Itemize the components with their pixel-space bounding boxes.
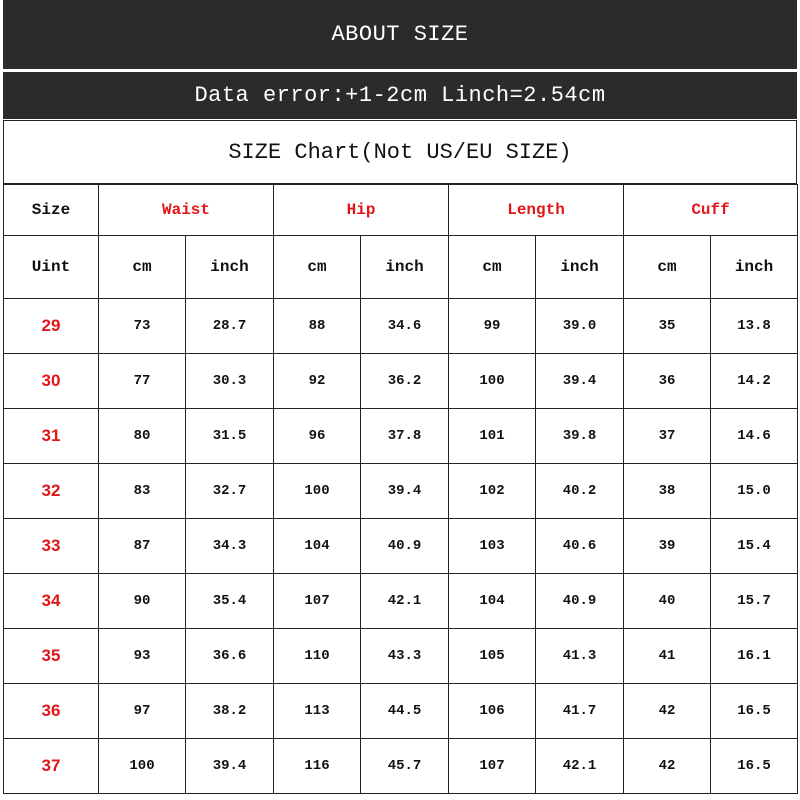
measurement-cell: 14.2 (711, 354, 798, 409)
measurement-cell: 42 (624, 684, 711, 739)
unit-cell: inch (536, 236, 624, 299)
table-row (4, 574, 798, 629)
measurement-cell: 32.7 (186, 464, 274, 519)
unit-cell: cm (274, 236, 361, 299)
table-row (4, 354, 798, 409)
table-row (4, 629, 798, 684)
measurement-cell: 31.5 (186, 409, 274, 464)
measurement-cell: 88 (274, 299, 361, 354)
measurement-cell: 15.0 (711, 464, 798, 519)
table-row (4, 299, 798, 354)
measurement-cell: 39 (624, 519, 711, 574)
measurement-cell: 39.4 (186, 739, 274, 794)
unit-header: Uint (4, 236, 99, 299)
measurement-cell: 43.3 (361, 629, 449, 684)
group-header-cuff: Cuff (624, 185, 798, 236)
size-value: 35 (4, 629, 99, 684)
table-row (4, 684, 798, 739)
group-header-row (4, 185, 798, 236)
measurement-cell: 103 (449, 519, 536, 574)
measurement-cell: 37.8 (361, 409, 449, 464)
measurement-cell: 100 (99, 739, 186, 794)
measurement-cell: 40.2 (536, 464, 624, 519)
measurement-cell: 42 (624, 739, 711, 794)
measurement-cell: 107 (274, 574, 361, 629)
measurement-cell: 107 (449, 739, 536, 794)
measurement-cell: 35 (624, 299, 711, 354)
size-value: 37 (4, 739, 99, 794)
measurement-cell: 83 (99, 464, 186, 519)
measurement-cell: 90 (99, 574, 186, 629)
measurement-cell: 40.9 (361, 519, 449, 574)
measurement-cell: 13.8 (711, 299, 798, 354)
measurement-cell: 14.6 (711, 409, 798, 464)
measurement-cell: 110 (274, 629, 361, 684)
measurement-cell: 41 (624, 629, 711, 684)
measurement-cell: 102 (449, 464, 536, 519)
data-error-note: Data error:+1-2cm Linch=2.54cm (3, 72, 797, 119)
unit-cell: inch (186, 236, 274, 299)
measurement-cell: 39.8 (536, 409, 624, 464)
group-header-waist: Waist (99, 185, 274, 236)
measurement-cell: 34.3 (186, 519, 274, 574)
measurement-cell: 45.7 (361, 739, 449, 794)
unit-cell: cm (624, 236, 711, 299)
measurement-cell: 40 (624, 574, 711, 629)
measurement-cell: 93 (99, 629, 186, 684)
measurement-cell: 39.4 (536, 354, 624, 409)
size-value: 36 (4, 684, 99, 739)
measurement-cell: 100 (274, 464, 361, 519)
size-value: 32 (4, 464, 99, 519)
measurement-cell: 35.4 (186, 574, 274, 629)
measurement-cell: 87 (99, 519, 186, 574)
measurement-cell: 16.5 (711, 739, 798, 794)
measurement-cell: 100 (449, 354, 536, 409)
measurement-cell: 42.1 (536, 739, 624, 794)
measurement-cell: 36.2 (361, 354, 449, 409)
measurement-cell: 40.9 (536, 574, 624, 629)
measurement-cell: 16.5 (711, 684, 798, 739)
size-value: 30 (4, 354, 99, 409)
measurement-cell: 40.6 (536, 519, 624, 574)
measurement-cell: 39.4 (361, 464, 449, 519)
measurement-cell: 104 (274, 519, 361, 574)
measurement-cell: 106 (449, 684, 536, 739)
measurement-cell: 113 (274, 684, 361, 739)
table-row (4, 464, 798, 519)
unit-cell: inch (361, 236, 449, 299)
measurement-cell: 37 (624, 409, 711, 464)
unit-cell: cm (449, 236, 536, 299)
page-title: ABOUT SIZE (3, 0, 797, 71)
group-header-hip: Hip (274, 185, 449, 236)
measurement-cell: 97 (99, 684, 186, 739)
table-row (4, 409, 798, 464)
measurement-cell: 15.4 (711, 519, 798, 574)
measurement-cell: 16.1 (711, 629, 798, 684)
measurement-cell: 38 (624, 464, 711, 519)
size-header: Size (4, 185, 99, 236)
measurement-cell: 104 (449, 574, 536, 629)
measurement-cell: 73 (99, 299, 186, 354)
measurement-cell: 105 (449, 629, 536, 684)
chart-title: SIZE Chart(Not US/EU SIZE) (3, 120, 797, 184)
size-value: 29 (4, 299, 99, 354)
measurement-cell: 42.1 (361, 574, 449, 629)
size-value: 34 (4, 574, 99, 629)
unit-cell: inch (711, 236, 798, 299)
measurement-cell: 101 (449, 409, 536, 464)
measurement-cell: 80 (99, 409, 186, 464)
group-header-length: Length (449, 185, 624, 236)
size-value: 31 (4, 409, 99, 464)
measurement-cell: 28.7 (186, 299, 274, 354)
unit-header-row (4, 236, 798, 299)
measurement-cell: 36.6 (186, 629, 274, 684)
measurement-cell: 116 (274, 739, 361, 794)
measurement-cell: 34.6 (361, 299, 449, 354)
unit-cell: cm (99, 236, 186, 299)
size-value: 33 (4, 519, 99, 574)
measurement-cell: 38.2 (186, 684, 274, 739)
measurement-cell: 92 (274, 354, 361, 409)
measurement-cell: 41.3 (536, 629, 624, 684)
size-table (3, 184, 798, 794)
measurement-cell: 39.0 (536, 299, 624, 354)
measurement-cell: 96 (274, 409, 361, 464)
size-chart-page (3, 0, 797, 798)
measurement-cell: 99 (449, 299, 536, 354)
table-row (4, 739, 798, 794)
table-row (4, 519, 798, 574)
measurement-cell: 36 (624, 354, 711, 409)
measurement-cell: 15.7 (711, 574, 798, 629)
measurement-cell: 77 (99, 354, 186, 409)
measurement-cell: 30.3 (186, 354, 274, 409)
measurement-cell: 41.7 (536, 684, 624, 739)
measurement-cell: 44.5 (361, 684, 449, 739)
